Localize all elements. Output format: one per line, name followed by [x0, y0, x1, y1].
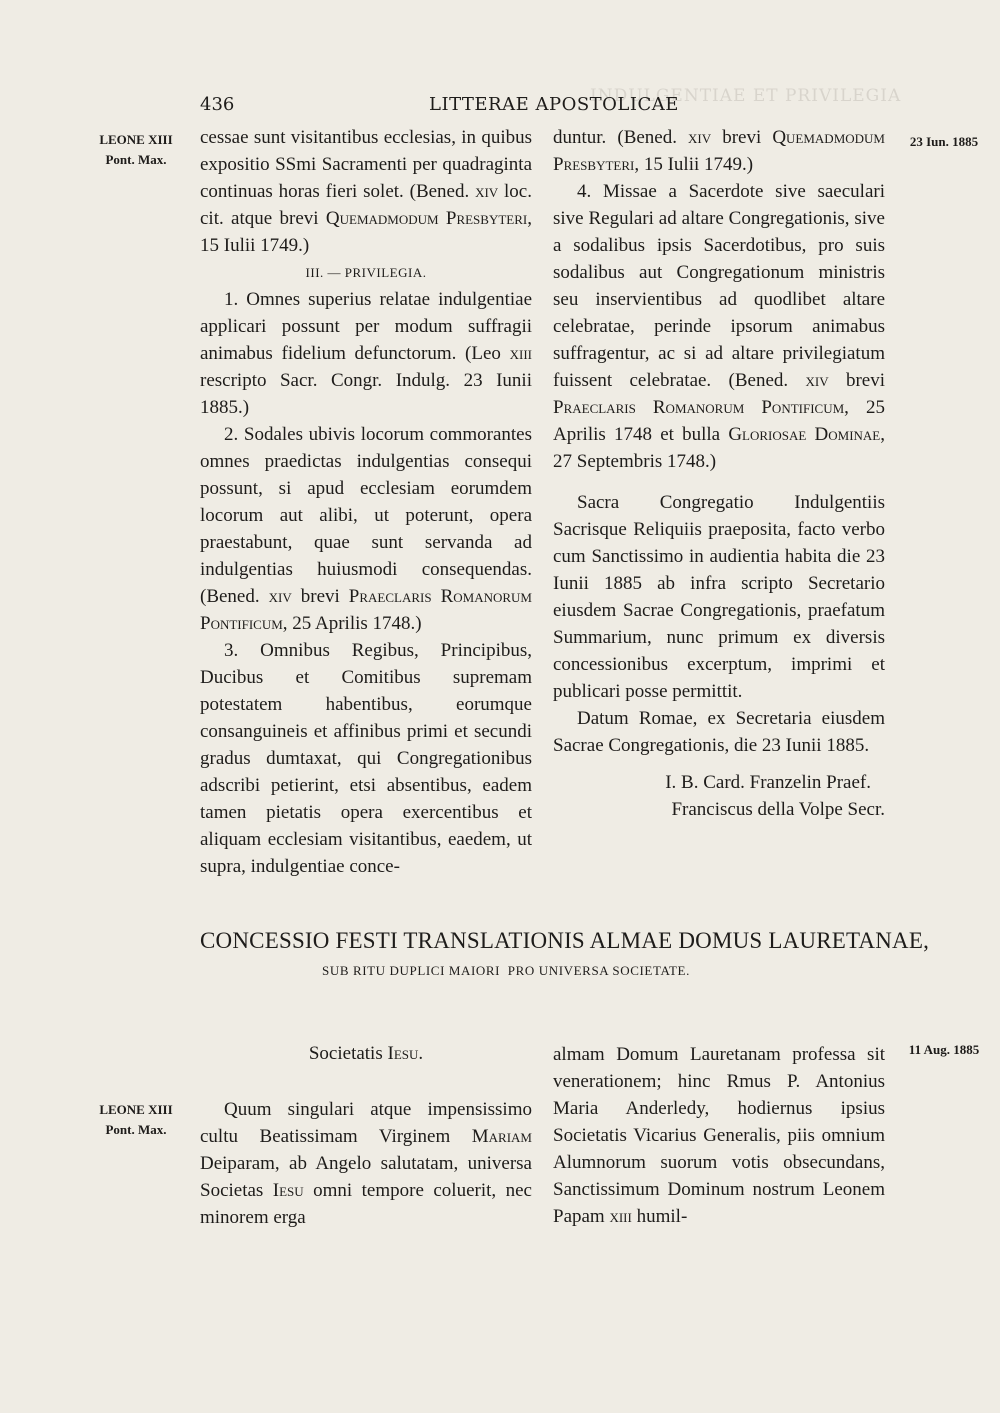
privilege-item-2 [200, 421, 532, 637]
page-header [200, 94, 900, 122]
text-run-smallcaps: Quemadmodum Presbyteri [553, 127, 885, 175]
text-run-smallcaps: Quemadmodum Presbyteri [325, 208, 528, 229]
text-run: , 25 Aprilis 1748 et bulla [553, 397, 886, 445]
text-run: Quum singulari atque impensissimo cultu Beatissimam Virginem [200, 1099, 532, 1147]
feast-paragraph-right [553, 1041, 885, 1230]
text-run-smallcaps: xiv [268, 586, 292, 607]
privilege-item-3: 3. Omnibus Regibus, Principibus, Ducibus et Comitibus supremam potestatem habentibus, eorumque consanguineis et affinibus primi et secundi gradus dumtaxat, qui Congregationibus adscribi petierint, etsi absentibus, eadem tamen pietatis opera exercentibus et aliquam ecclesiam visitantibus, eaedem, ut supra, indulgentiae conce- [200, 640, 532, 877]
paragraph-continuation [200, 124, 532, 259]
feast-subtitle: SUB RITU DUPLICI MAIORI PRO UNIVERSA SOCIETATE. [322, 963, 690, 978]
margin-note-line: Pont. Max. [105, 152, 167, 167]
text-run: brevi [828, 370, 885, 391]
feast-left-column [200, 1096, 532, 1231]
bleed-through-text: INDULGENTIAE ET PRIVILEGIA [590, 86, 902, 106]
text-run-smallcaps: xiii [609, 1206, 632, 1227]
text-run: , 15 Iulii 1749.) [200, 208, 532, 256]
text-run: , 25 Aprilis 1748.) [282, 613, 422, 634]
text-run: Societatis [308, 1043, 388, 1064]
paragraph-continuation [553, 124, 885, 178]
privilege-item-4 [553, 178, 885, 475]
text-run: cessae sunt visitantibus ecclesias, in quibus expositio SSmi Sacramenti per quadraginta continuas horas fieri solet. (Bened. [200, 127, 532, 202]
text-run: 2. Sodales ubivis locorum commorantes omnes praedictas indulgentias consequi possunt, si apud ecclesiam eorumdem locorum aut alibi, ut poterunt, opera praestabunt, quae sunt servanda ad indulgentias huiusmodi consequendas. (Bened. [200, 424, 532, 607]
text-run: almam Domum Lauretanam professa sit venerationem; hinc Rmus P. Antonius Maria Anderledy, hodiernus ipsius Societatis Vicarius Generalis, piis omnium Alumnorum suorum votis obsecundans, Sanctissimum Dominum nostrum Leonem Papam [553, 1044, 885, 1227]
margin-note-pontiff-top [88, 130, 184, 170]
page-number: 436 [200, 94, 235, 115]
privilege-item-1 [200, 286, 532, 421]
text-run-smallcaps: Iesu [272, 1180, 304, 1201]
text-run: 1. Omnes superius relatae indulgentiae applicari possunt per modum suffragii animabus fidelium defunctorum. (Leo [200, 289, 532, 364]
margin-note-line: LEONE XIII [99, 1102, 173, 1117]
feast-paragraph-left [200, 1096, 532, 1231]
signature-secretary: Franciscus della Volpe Secr. [671, 799, 885, 820]
spacer [553, 475, 885, 489]
text-run: . [418, 1043, 424, 1064]
text-run-smallcaps: Iesu [387, 1043, 419, 1064]
right-column [553, 124, 885, 823]
approval-paragraph: Sacra Congregatio Indulgentiis Sacrisque Reliquiis praeposita, facto verbo cum Sanctissimo in audientia habita die 23 Iunii 1885 ab infra scripto Secretario eiusdem Sacrae Congregationis, praefatum Summarium, nunc primum ex diversis concessionibus excerptum, imprimi et publicari posse permittit. [553, 492, 885, 702]
text-run: 4. Missae a Sacerdote sive saeculari sive Regulari ad altare Congregationis, sive a sodalibus ipsis Sacerdotibus, pro suis sodalibus aut Congregationum ministris seu inservientibus ad quodlibet altare celebratae, perinde ipsorum animabus suffragentur, ac si ad altare privilegiatum fuissent celebratae. (Bened. [553, 181, 885, 391]
signature-prefect: I. B. Card. Franzelin Praef. [665, 772, 871, 793]
margin-note-line: Pont. Max. [105, 1122, 167, 1137]
text-run-smallcaps: xiv [805, 370, 829, 391]
left-column [200, 124, 532, 880]
feast-right-column [553, 1041, 885, 1230]
text-run: humil- [631, 1206, 688, 1227]
spacer [553, 759, 885, 769]
text-run-smallcaps: Mariam [471, 1126, 532, 1147]
text-run: Deiparam, ab Angelo salutatam, universa Societas [200, 1153, 532, 1201]
society-heading [200, 1043, 532, 1065]
running-title: LITTERAE APOSTOLICAE [429, 94, 679, 115]
text-run-smallcaps: xiv [688, 127, 712, 148]
text-run-smallcaps: Praeclaris Romanorum Pontificum [553, 397, 845, 418]
margin-note-pontiff-bottom [88, 1100, 184, 1140]
text-run: duntur. (Bened. [553, 127, 689, 148]
feast-title: CONCESSIO FESTI TRANSLATIONIS ALMAE DOMUS LAURETANAE, [200, 928, 930, 953]
section-heading: III. — PRIVILEGIA. [305, 265, 427, 280]
datum-paragraph: Datum Romae, ex Secretaria eiusdem Sacrae Congregationis, die 23 Iunii 1885. [553, 708, 885, 756]
text-run: , 15 Iulii 1749.) [634, 154, 754, 175]
text-run-smallcaps: xiv [475, 181, 499, 202]
text-run-smallcaps: xiii [509, 343, 532, 364]
text-run-smallcaps: Praeclaris Romanorum Pontificum [200, 586, 532, 634]
text-run: rescripto Sacr. Congr. Indulg. 23 Iunii 1885.) [200, 370, 532, 418]
margin-note-date-top: 23 Iun. 1885 [909, 134, 979, 149]
text-run: loc. cit. atque brevi [200, 181, 532, 229]
text-run: , 27 Septembris 1748.) [553, 424, 885, 472]
margin-note-date-bottom: 11 Aug. 1885 [908, 1042, 980, 1057]
text-run: brevi [711, 127, 773, 148]
text-run: brevi [291, 586, 349, 607]
margin-note-line: LEONE XIII [99, 132, 173, 147]
text-run-smallcaps: Gloriosae Dominae [728, 424, 881, 445]
text-run: omni tempore coluerit, nec minorem erga [200, 1180, 532, 1228]
